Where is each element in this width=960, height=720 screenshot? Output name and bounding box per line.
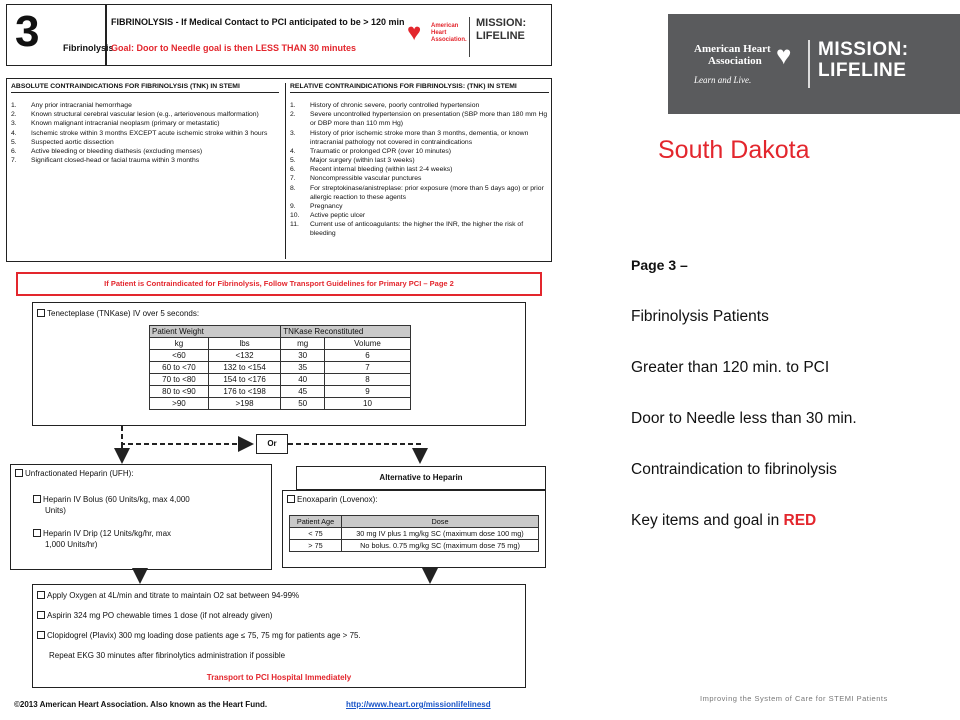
relative-item-text: For streptokinase/anistreplase: prior exposure (more than 5 days ago) or prior allergic reaction to these agents [310, 184, 544, 201]
heart-torch-icon: ♥ [776, 40, 792, 70]
table-cell: 8 [325, 374, 411, 386]
relative-item-text: Current use of anticoagulants: the higher the INR, the higher the risk of bleeding [310, 221, 524, 238]
table-cell: 132 to <154 [208, 362, 280, 374]
mission-lifeline-link[interactable]: http://www.heart.org/missionlifelinesd [346, 700, 491, 709]
bolus-line: Heparin IV Bolus (60 Units/kg, max 4,000 [43, 495, 190, 504]
table-cell: 176 to <198 [208, 386, 280, 398]
heart-torch-icon: ♥ [407, 19, 422, 46]
relative-heading: RELATIVE CONTRAINDICATIONS FOR FIBRINOLYSIS: (TNK) IN STEMI [290, 83, 549, 93]
absolute-item-number: 3. [11, 120, 17, 128]
table-cell: < 75 [290, 528, 342, 540]
aha-tagline: Learn and Live. [694, 75, 752, 86]
page-number: 3 [15, 7, 40, 56]
transport-instruction: Transport to PCI Hospital Immediately [206, 673, 352, 682]
relative-item-number: 1. [290, 102, 296, 109]
enox-title: Enoxaparin (Lovenox): [297, 495, 378, 504]
point-door-to-needle: Door to Needle less than 30 min. [631, 410, 857, 427]
absolute-heading: ABSOLUTE CONTRAINDICATIONS FOR FIBRINOLYSIS (TNK) IN STEMI [11, 83, 279, 93]
oxygen-order: Apply Oxygen at 4L/min and titrate to maintain O2 sat between 94-99% [47, 591, 300, 600]
relative-item-text: Traumatic or prolonged CPR (over 10 minutes) [310, 147, 452, 155]
absolute-item-text: Known malignant intracranial neoplasm (primary or metastatic) [31, 120, 220, 128]
relative-item-number: 4. [290, 147, 296, 155]
absolute-item-number: 5. [11, 138, 17, 146]
table-cell: No bolus. 0.75 mg/kg SC (maximum dose 75 mg) [342, 540, 539, 552]
section-label: Fibrinolysis [63, 43, 114, 53]
absolute-item-text: Ischemic stroke within 3 months EXCEPT acute ischemic stroke within 3 hours [31, 129, 268, 137]
relative-item-text: History of chronic severe, poorly controlled hypertension [310, 102, 480, 109]
table-subheader: Volume [325, 338, 411, 350]
table-cell: >90 [150, 398, 209, 410]
drip-line: 1,000 Units/hr) [45, 539, 98, 549]
relative-item-text: Severe uncontrolled hypertension on presentation (SBP more than 180 mm Hg or DBP more than 110 mm Hg) [310, 111, 548, 128]
table-cell: <132 [208, 350, 280, 362]
key-items-text: Key items and goal in [631, 512, 784, 529]
aha-name-line: American Heart [694, 43, 771, 55]
ml-line: MISSION: [818, 39, 909, 60]
table-subheader: mg [281, 338, 325, 350]
absolute-item-text: Known structural cerebral vascular lesion (e.g., arteriovenous malformation) [31, 111, 259, 119]
dashed-arrow-to-alternative [288, 444, 420, 460]
copyright: ©2013 American Heart Association. Also known as the Heart Fund. [14, 700, 268, 709]
protocol-goal: Goal: Door to Needle goal is then LESS THAN 30 minutes [111, 43, 357, 53]
mission-lifeline-wordmark [818, 40, 909, 82]
aha-line: American [431, 23, 459, 29]
aspirin-order: Aspirin 324 mg PO chewable times 1 dose (if not already given) [47, 611, 273, 620]
table-cell: 70 to <80 [150, 374, 209, 386]
point-key-items [631, 512, 816, 530]
table-cell: >198 [208, 398, 280, 410]
absolute-item-text: Any prior intracranial hemorrhage [31, 102, 132, 109]
state-title: South Dakota [658, 136, 810, 164]
absolute-item-text: Suspected aortic dissection [31, 138, 114, 146]
logo-divider [808, 40, 810, 88]
relative-item-number: 7. [290, 175, 296, 183]
dashed-arrow-to-or [122, 426, 250, 444]
relative-item-text: Pregnancy [310, 202, 343, 210]
table-cell: <60 [150, 350, 209, 362]
absolute-item-text: Significant closed-head or facial trauma within 3 months [31, 157, 200, 165]
table-header: TNKase Reconstituted [281, 326, 411, 338]
table-cell: 10 [325, 398, 411, 410]
relative-item-text: Noncompressible vascular punctures [310, 175, 422, 183]
relative-item-text: Major surgery (within last 3 weeks) [310, 157, 415, 165]
table-cell: 35 [281, 362, 325, 374]
table-cell: 30 [281, 350, 325, 362]
table-header: Dose [342, 516, 539, 528]
alternative-to-heparin: Alternative to Heparin [296, 466, 546, 490]
clopidogrel-order: Clopidogrel (Plavix) 300 mg loading dose patients age ≤ 75, 75 mg for patients age > 75. [47, 631, 361, 640]
footer-text: Improving the System of Care for STEMI Patients [700, 694, 888, 703]
table-header: Patient Weight [150, 326, 281, 338]
table-cell: 50 [281, 398, 325, 410]
table-header: Patient Age [290, 516, 342, 528]
table-subheader: kg [150, 338, 209, 350]
contraindicated-banner: If Patient is Contraindicated for Fibrinolysis, Follow Transport Guidelines for Primary PCI – Page 2 [16, 272, 542, 296]
table-subheader: lbs [208, 338, 280, 350]
protocol-title: FIBRINOLYSIS - If Medical Contact to PCI anticipated to be > 120 min [111, 17, 405, 27]
absolute-item-number: 2. [11, 111, 17, 119]
tnk-title: Tenecteplase (TNKase) IV over 5 seconds: [47, 309, 200, 318]
or-box: Or [256, 434, 288, 454]
relative-item-number: 2. [290, 111, 296, 119]
aha-line: Association. [431, 37, 467, 44]
point-page: Page 3 – [631, 257, 688, 273]
heparin-title: Unfractionated Heparin (UFH): [25, 469, 134, 478]
bolus-line: Units) [45, 505, 66, 515]
point-contraindication: Contraindication to fibrinolysis [631, 461, 837, 478]
relative-item-text: Active peptic ulcer [310, 212, 366, 220]
point-fibrinolysis: Fibrinolysis Patients [631, 308, 769, 325]
relative-item-number: 8. [290, 184, 296, 192]
relative-item-number: 10. [290, 212, 300, 220]
table-cell: 9 [325, 386, 411, 398]
table-cell: 154 to <176 [208, 374, 280, 386]
aha-wordmark [694, 44, 771, 85]
absolute-item-number: 7. [11, 157, 17, 165]
relative-item-number: 9. [290, 202, 296, 210]
ml-line: LIFELINE [818, 59, 907, 81]
table-cell: 45 [281, 386, 325, 398]
absolute-item-text: Active bleeding or bleeding diathesis (excluding menses) [31, 147, 203, 155]
point-time-to-pci: Greater than 120 min. to PCI [631, 359, 830, 376]
relative-item-number: 6. [290, 166, 296, 174]
absolute-item-number: 1. [11, 102, 17, 109]
table-cell: 30 mg IV plus 1 mg/kg SC (maximum dose 100 mg) [342, 528, 539, 540]
key-items-red: RED [783, 512, 817, 529]
aha-line: Heart [431, 30, 447, 37]
aha-name-line: Association [708, 54, 762, 67]
ml-line: MISSION: [476, 17, 527, 29]
relative-item-text: Recent internal bleeding (within last 2-4 weeks) [310, 166, 453, 174]
drip-line: Heparin IV Drip (12 Units/kg/hr, max [43, 529, 172, 538]
relative-item-number: 5. [290, 157, 296, 165]
repeat-ekg: Repeat EKG 30 minutes after fibrinolytics administration if possible [49, 651, 286, 660]
table-cell: 80 to <90 [150, 386, 209, 398]
relative-item-number: 3. [290, 129, 296, 137]
table-cell: 40 [281, 374, 325, 386]
table-cell: 60 to <70 [150, 362, 209, 374]
absolute-item-number: 4. [11, 129, 17, 137]
relative-item-number: 11. [290, 221, 299, 229]
table-cell: 6 [325, 350, 411, 362]
table-cell: 7 [325, 362, 411, 374]
ml-line: LIFELINE [476, 29, 525, 42]
relative-item-text: History of prior ischemic stroke more than 3 months, dementia, or known intracranial pathology not covered in contraindications [310, 129, 529, 146]
aha-mission-lifeline-logo [668, 14, 960, 114]
absolute-item-number: 6. [11, 147, 17, 155]
table-cell: > 75 [290, 540, 342, 552]
